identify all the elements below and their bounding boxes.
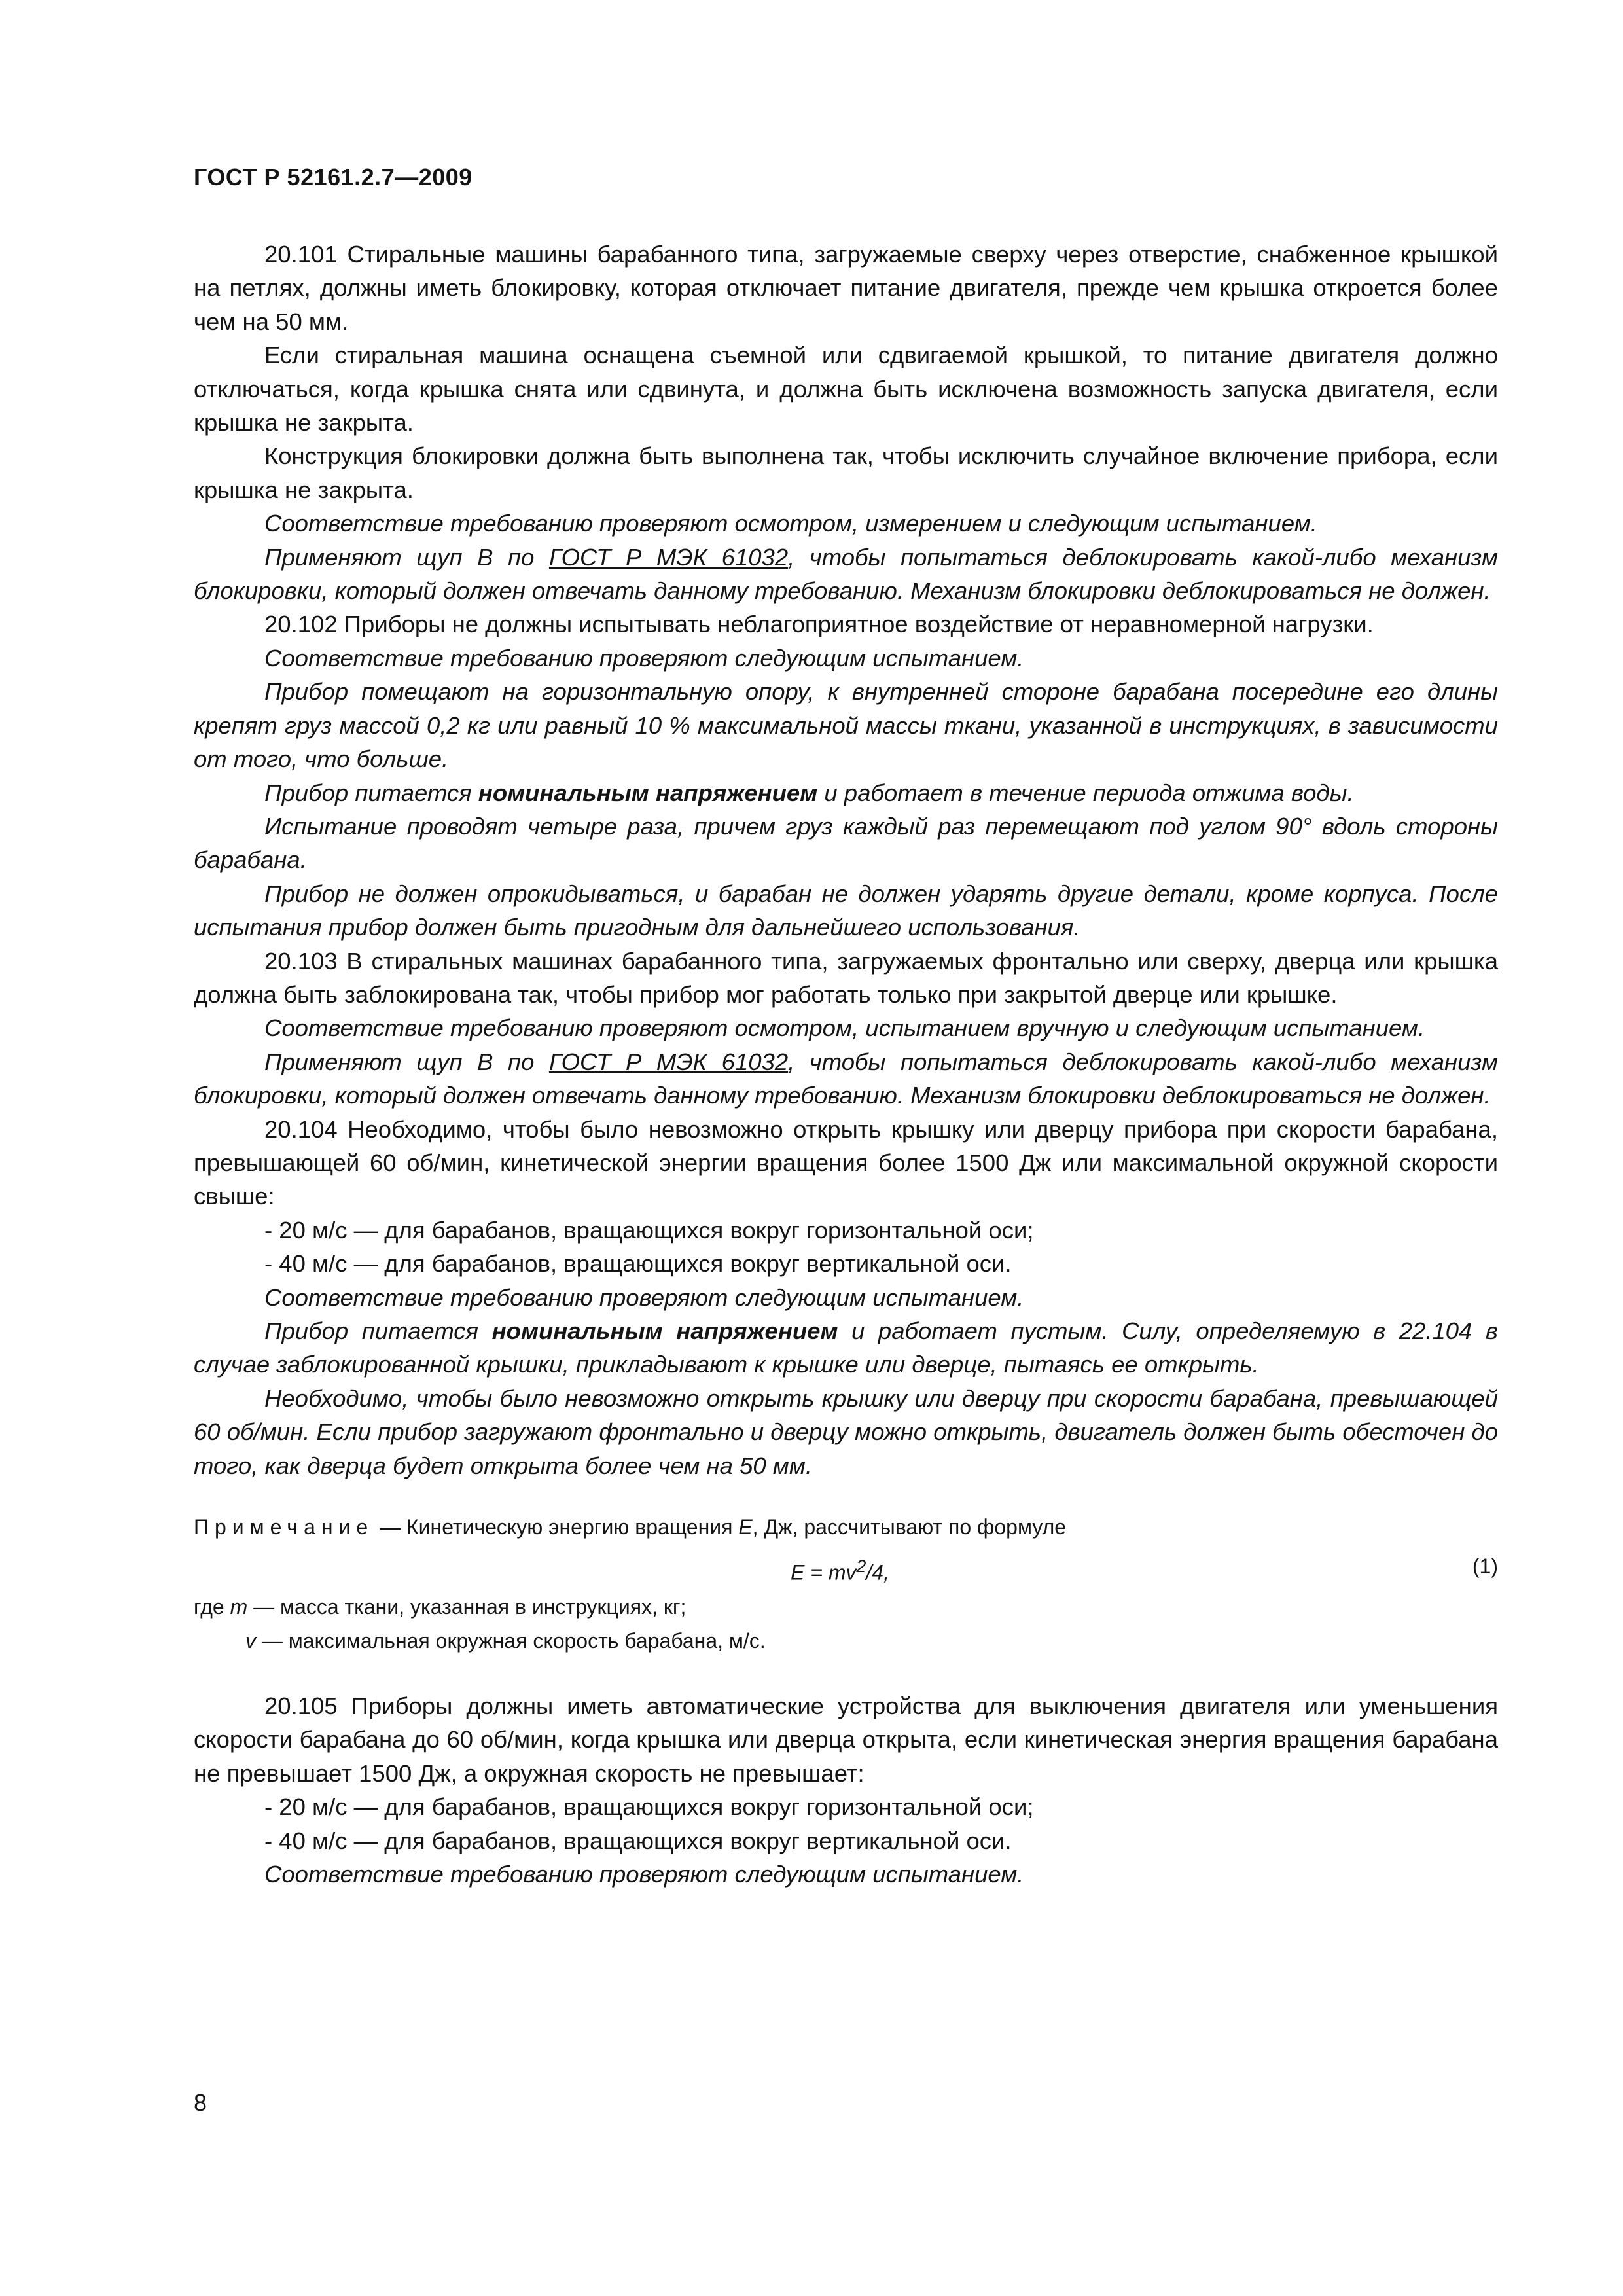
note-label: Примечание <box>194 1515 374 1539</box>
clause-20-105: 20.105 Приборы должны иметь автоматические устройства для выключения двигателя или уменьшения скорости барабана до 60 об/мин, когда крышка или дверца открыта, если кинетическая энергия вращения барабана не превышает 1500 Дж, а окружная скорость не превышает: <box>194 1693 1498 1787</box>
variable-e: E <box>738 1515 753 1539</box>
compliance-check-20-101: Соответствие требованию проверяют осмотром, измерением и следующим испытанием. <box>264 510 1317 537</box>
supply-condition-20-104 <box>194 1314 1498 1382</box>
probe-test-20-103 <box>194 1045 1498 1113</box>
clause-20-102: 20.102 Приборы не должны испытывать неблагоприятное воздействие от неравномерной нагрузки. <box>264 611 1374 638</box>
rated-voltage-term: номинальным напряжением <box>478 779 818 806</box>
where-m: где m — масса ткани, указанная в инструкциях, кг; <box>194 1595 687 1619</box>
probe-text-after: , чтобы попытаться деблокировать какой-либо механизм блокировки, который должен отвечать данному требованию. Механизм блокировки деблокироваться не должен. <box>194 1048 1498 1109</box>
formula-1 <box>194 1543 1498 1590</box>
note-text-2: , Дж, рассчитывают по формуле <box>752 1515 1067 1539</box>
load-test-description: Прибор помещают на горизонтальную опору, к внутренней стороне барабана посередине его длины крепят груз массой 0,2 кг или равный 10 % максимальной массы ткани, указанной в инструкциях, в зависимости от того, что больше. <box>194 678 1498 773</box>
standard-reference-link[interactable]: ГОСТ Р МЭК 61032 <box>548 543 789 571</box>
rated-voltage-term: номинальным напряжением <box>491 1318 838 1344</box>
test-repetition: Испытание проводят четыре раза, причем груз каждый раз перемещают под углом 90° вдоль стороны барабана. <box>194 812 1498 874</box>
note-text: — Кинетическую энергию вращения <box>374 1515 739 1539</box>
supply-text-after: и работает в течение периода отжима воды. <box>817 779 1354 806</box>
compliance-check-20-103: Соответствие требованию проверяют осмотром, испытанием вручную и следующим испытанием. <box>264 1014 1425 1042</box>
document-header: ГОСТ Р 52161.2.7—2009 <box>194 164 473 190</box>
clause-20-103: 20.103 В стиральных машинах барабанного типа, загружаемых фронтально или сверху, дверца или крышка должна быть заблокирована так, чтобы прибор мог работать только при закрытой дверце или крышке. <box>194 947 1498 1008</box>
compliance-check-20-105: Соответствие требованию проверяют следующим испытанием. <box>264 1861 1024 1888</box>
supply-text-before: Прибор питается <box>264 1318 492 1344</box>
clause-20-104: 20.104 Необходимо, чтобы было невозможно открыть крышку или дверцу прибора при скорости барабана, превышающей 60 об/мин, кинетической энергии вращения более 1500 Дж или максимальной окружной скорости свыше: <box>194 1115 1498 1210</box>
clause-20-101: 20.101 Стиральные машины барабанного типа, загружаемые сверху через отверстие, снабженное крышкой на петлях, должны иметь блокировку, которая отключает питание двигателя, прежде чем крышка откроется более чем на 50 мм. <box>194 241 1498 335</box>
probe-text-after: , чтобы попытаться деблокировать какой-либо механизм блокировки, который должен отвечать данному требованию. Механизм блокировки деблокироваться не должен. <box>194 543 1498 605</box>
note <box>194 1511 1498 1543</box>
compliance-check-20-104: Соответствие требованию проверяют следующим испытанием. <box>264 1283 1024 1311</box>
probe-text-before: Применяют щуп В по <box>264 543 549 571</box>
probe-test-20-101 <box>194 541 1498 608</box>
paragraph-removable-lid: Если стиральная машина оснащена съемной или сдвигаемой крышкой, то питание двигателя должно отключаться, когда крышка снята или сдвинута, и должна быть исключена возможность запуска двигателя, если крышка не закрыта. <box>194 342 1498 437</box>
document-body <box>194 238 1498 1891</box>
where-v: v — максимальная окружная скорость барабана, м/с. <box>245 1629 766 1653</box>
supply-text-before: Прибор питается <box>264 779 478 806</box>
paragraph-lock-design: Конструкция блокировки должна быть выполнена так, чтобы исключить случайное включение прибора, если крышка не закрыта. <box>194 442 1498 503</box>
formula-number: (1) <box>1472 1554 1498 1579</box>
list-item-vertical-axis: - 40 м/с — для барабанов, вращающихся вокруг вертикальной оси. <box>264 1250 1012 1278</box>
page-number: 8 <box>194 2089 207 2116</box>
list-item-horizontal-axis: - 20 м/с — для барабанов, вращающихся вокруг горизонтальной оси; <box>264 1216 1034 1244</box>
supply-text-after: и работает пустым. Силу, определяемую в 22.104 в случае заблокированной крышки, прикладывают к крышке или дверце, пытаясь ее открыть. <box>194 1318 1498 1378</box>
formula-expression: $E = mv^2/4$, <box>791 1556 889 1585</box>
supply-condition-20-102 <box>194 776 1498 810</box>
standard-reference-link[interactable]: ГОСТ Р МЭК 61032 <box>548 1048 789 1075</box>
test-result-requirement: Прибор не должен опрокидываться, и барабан не должен ударять другие детали, кроме корпуса. После испытания прибор должен быть пригодным для дальнейшего использования. <box>194 880 1498 941</box>
probe-text-before: Применяют щуп В по <box>264 1048 549 1075</box>
door-open-requirement: Необходимо, чтобы было невозможно открыть крышку или дверцу при скорости барабана, превышающей 60 об/мин. Если прибор загружают фронтально и дверцу можно открыть, двигатель должен быть обесточен до того, как дверца будет открыта более чем на 50 мм. <box>194 1384 1498 1479</box>
list-item-horizontal-axis-2: - 20 м/с — для барабанов, вращающихся вокруг горизонтальной оси; <box>264 1793 1034 1821</box>
list-item-vertical-axis-2: - 40 м/с — для барабанов, вращающихся вокруг вертикальной оси. <box>264 1827 1012 1854</box>
compliance-check-20-102: Соответствие требованию проверяют следующим испытанием. <box>264 644 1024 672</box>
